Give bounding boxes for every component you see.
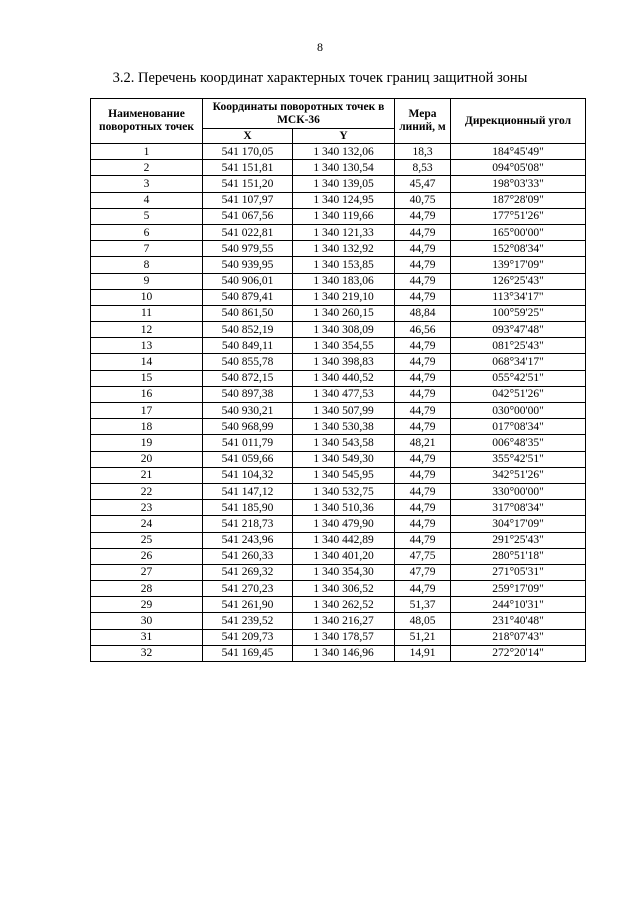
line-measure-cell: 47,79: [395, 564, 451, 580]
coord-x-cell: 541 151,20: [203, 176, 293, 192]
table-row: [91, 208, 586, 224]
coord-y-cell: 1 340 398,83: [293, 354, 395, 370]
coord-x-cell: 541 169,45: [203, 645, 293, 661]
direction-angle-cell: 355°42'51": [451, 451, 586, 467]
coord-x-cell: 541 260,33: [203, 548, 293, 564]
direction-angle-cell: 100°59'25": [451, 305, 586, 321]
point-number-cell: 19: [91, 435, 203, 451]
line-measure-cell: 44,79: [395, 241, 451, 257]
header-measure: Мера линий, м: [395, 99, 451, 144]
direction-angle-cell: 042°51'26": [451, 386, 586, 402]
line-measure-cell: 44,79: [395, 273, 451, 289]
coord-y-cell: 1 340 543,58: [293, 435, 395, 451]
coord-x-cell: 540 872,15: [203, 370, 293, 386]
point-number-cell: 2: [91, 160, 203, 176]
point-number-cell: 6: [91, 224, 203, 240]
table-row: [91, 192, 586, 208]
table-row: [91, 289, 586, 305]
point-number-cell: 11: [91, 305, 203, 321]
direction-angle-cell: 259°17'09": [451, 581, 586, 597]
direction-angle-cell: 317°08'34": [451, 500, 586, 516]
point-number-cell: 7: [91, 241, 203, 257]
table-row: [91, 451, 586, 467]
line-measure-cell: 44,79: [395, 403, 451, 419]
coord-y-cell: 1 340 260,15: [293, 305, 395, 321]
point-number-cell: 3: [91, 176, 203, 192]
coord-x-cell: 540 968,99: [203, 419, 293, 435]
direction-angle-cell: 330°00'00": [451, 483, 586, 499]
coord-y-cell: 1 340 510,36: [293, 500, 395, 516]
line-measure-cell: 44,79: [395, 208, 451, 224]
table-row: [91, 273, 586, 289]
coord-y-cell: 1 340 308,09: [293, 322, 395, 338]
point-number-cell: 18: [91, 419, 203, 435]
coord-x-cell: 541 067,56: [203, 208, 293, 224]
direction-angle-cell: 291°25'43": [451, 532, 586, 548]
coord-y-cell: 1 340 216,27: [293, 613, 395, 629]
line-measure-cell: 40,75: [395, 192, 451, 208]
coord-x-cell: 540 861,50: [203, 305, 293, 321]
line-measure-cell: 44,79: [395, 338, 451, 354]
line-measure-cell: 44,79: [395, 386, 451, 402]
point-number-cell: 32: [91, 645, 203, 661]
coord-x-cell: 540 906,01: [203, 273, 293, 289]
table-body: [91, 144, 586, 662]
point-number-cell: 13: [91, 338, 203, 354]
header-point-name: Наименование поворотных точек: [91, 99, 203, 144]
point-number-cell: 20: [91, 451, 203, 467]
coord-x-cell: 541 107,97: [203, 192, 293, 208]
direction-angle-cell: 198°03'33": [451, 176, 586, 192]
table-row: [91, 305, 586, 321]
coord-x-cell: 541 147,12: [203, 483, 293, 499]
table-row: [91, 564, 586, 580]
header-row: [91, 99, 586, 129]
line-measure-cell: 44,79: [395, 370, 451, 386]
table-row: [91, 500, 586, 516]
coord-x-cell: 540 897,38: [203, 386, 293, 402]
line-measure-cell: 44,79: [395, 419, 451, 435]
coord-y-cell: 1 340 130,54: [293, 160, 395, 176]
coord-x-cell: 541 151,81: [203, 160, 293, 176]
point-number-cell: 30: [91, 613, 203, 629]
table-row: [91, 483, 586, 499]
coord-y-cell: 1 340 153,85: [293, 257, 395, 273]
coord-y-cell: 1 340 477,53: [293, 386, 395, 402]
table-row: [91, 516, 586, 532]
line-measure-cell: 44,79: [395, 500, 451, 516]
coord-x-cell: 541 270,23: [203, 581, 293, 597]
table-row: [91, 613, 586, 629]
coord-y-cell: 1 340 183,06: [293, 273, 395, 289]
table-row: [91, 176, 586, 192]
point-number-cell: 31: [91, 629, 203, 645]
coord-y-cell: 1 340 401,20: [293, 548, 395, 564]
point-number-cell: 23: [91, 500, 203, 516]
line-measure-cell: 44,79: [395, 451, 451, 467]
coord-y-cell: 1 340 306,52: [293, 581, 395, 597]
table-row: [91, 597, 586, 613]
point-number-cell: 10: [91, 289, 203, 305]
line-measure-cell: 44,79: [395, 289, 451, 305]
line-measure-cell: 44,79: [395, 483, 451, 499]
direction-angle-cell: 231°40'48": [451, 613, 586, 629]
line-measure-cell: 45,47: [395, 176, 451, 192]
direction-angle-cell: 081°25'43": [451, 338, 586, 354]
coord-y-cell: 1 340 479,90: [293, 516, 395, 532]
coord-y-cell: 1 340 354,30: [293, 564, 395, 580]
table-row: [91, 581, 586, 597]
coord-y-cell: 1 340 262,52: [293, 597, 395, 613]
direction-angle-cell: 244°10'31": [451, 597, 586, 613]
line-measure-cell: 44,79: [395, 467, 451, 483]
direction-angle-cell: 272°20'14": [451, 645, 586, 661]
point-number-cell: 15: [91, 370, 203, 386]
point-number-cell: 17: [91, 403, 203, 419]
point-number-cell: 21: [91, 467, 203, 483]
point-number-cell: 8: [91, 257, 203, 273]
point-number-cell: 1: [91, 144, 203, 160]
table-row: [91, 354, 586, 370]
coord-x-cell: 541 209,73: [203, 629, 293, 645]
direction-angle-cell: 006°48'35": [451, 435, 586, 451]
direction-angle-cell: 165°00'00": [451, 224, 586, 240]
point-number-cell: 22: [91, 483, 203, 499]
coord-y-cell: 1 340 121,33: [293, 224, 395, 240]
line-measure-cell: 18,3: [395, 144, 451, 160]
table-row: [91, 144, 586, 160]
line-measure-cell: 48,21: [395, 435, 451, 451]
line-measure-cell: 48,05: [395, 613, 451, 629]
line-measure-cell: 47,75: [395, 548, 451, 564]
coord-y-cell: 1 340 549,30: [293, 451, 395, 467]
coord-x-cell: 540 855,78: [203, 354, 293, 370]
direction-angle-cell: 152°08'34": [451, 241, 586, 257]
table-row: [91, 548, 586, 564]
coord-y-cell: 1 340 507,99: [293, 403, 395, 419]
line-measure-cell: 14,91: [395, 645, 451, 661]
direction-angle-cell: 218°07'43": [451, 629, 586, 645]
header-angle: Дирекционный угол: [451, 99, 586, 144]
direction-angle-cell: 184°45'49": [451, 144, 586, 160]
point-number-cell: 26: [91, 548, 203, 564]
coord-x-cell: 540 979,55: [203, 241, 293, 257]
direction-angle-cell: 068°34'17": [451, 354, 586, 370]
table-row: [91, 629, 586, 645]
table-row: [91, 370, 586, 386]
coord-x-cell: 541 269,32: [203, 564, 293, 580]
table-row: [91, 241, 586, 257]
coord-x-cell: 541 261,90: [203, 597, 293, 613]
direction-angle-cell: 177°51'26": [451, 208, 586, 224]
direction-angle-cell: 113°34'17": [451, 289, 586, 305]
coord-y-cell: 1 340 530,38: [293, 419, 395, 435]
line-measure-cell: 44,79: [395, 516, 451, 532]
point-number-cell: 9: [91, 273, 203, 289]
coord-y-cell: 1 340 132,92: [293, 241, 395, 257]
direction-angle-cell: 342°51'26": [451, 467, 586, 483]
direction-angle-cell: 017°08'34": [451, 419, 586, 435]
direction-angle-cell: 093°47'48": [451, 322, 586, 338]
direction-angle-cell: 304°17'09": [451, 516, 586, 532]
coord-x-cell: 540 930,21: [203, 403, 293, 419]
coord-x-cell: 541 218,73: [203, 516, 293, 532]
coord-y-cell: 1 340 139,05: [293, 176, 395, 192]
point-number-cell: 29: [91, 597, 203, 613]
line-measure-cell: 48,84: [395, 305, 451, 321]
table-row: [91, 160, 586, 176]
coordinates-table: [90, 98, 586, 662]
coord-x-cell: 541 011,79: [203, 435, 293, 451]
table-row: [91, 645, 586, 661]
direction-angle-cell: 139°17'09": [451, 257, 586, 273]
point-number-cell: 5: [91, 208, 203, 224]
direction-angle-cell: 094°05'08": [451, 160, 586, 176]
line-measure-cell: 44,79: [395, 581, 451, 597]
table-row: [91, 419, 586, 435]
line-measure-cell: 44,79: [395, 224, 451, 240]
coord-y-cell: 1 340 119,66: [293, 208, 395, 224]
coord-x-cell: 541 243,96: [203, 532, 293, 548]
coord-x-cell: 541 059,66: [203, 451, 293, 467]
table-row: [91, 322, 586, 338]
table-row: [91, 257, 586, 273]
direction-angle-cell: 271°05'31": [451, 564, 586, 580]
coord-x-cell: 540 939,95: [203, 257, 293, 273]
line-measure-cell: 44,79: [395, 257, 451, 273]
header-coordinates: Координаты поворотных точек в МСК-36: [203, 99, 395, 129]
coord-y-cell: 1 340 440,52: [293, 370, 395, 386]
table-row: [91, 435, 586, 451]
direction-angle-cell: 030°00'00": [451, 403, 586, 419]
coord-x-cell: 541 022,81: [203, 224, 293, 240]
table-row: [91, 224, 586, 240]
coord-y-cell: 1 340 354,55: [293, 338, 395, 354]
table-row: [91, 338, 586, 354]
coord-y-cell: 1 340 132,06: [293, 144, 395, 160]
coord-x-cell: 541 170,05: [203, 144, 293, 160]
point-number-cell: 4: [91, 192, 203, 208]
header-x: X: [203, 129, 293, 144]
point-number-cell: 25: [91, 532, 203, 548]
point-number-cell: 27: [91, 564, 203, 580]
line-measure-cell: 51,21: [395, 629, 451, 645]
page-number: 8: [317, 40, 323, 54]
coord-x-cell: 540 852,19: [203, 322, 293, 338]
direction-angle-cell: 280°51'18": [451, 548, 586, 564]
table-header: [91, 99, 586, 144]
table-row: [91, 403, 586, 419]
line-measure-cell: 44,79: [395, 354, 451, 370]
table-row: [91, 532, 586, 548]
direction-angle-cell: 126°25'43": [451, 273, 586, 289]
coord-x-cell: 541 185,90: [203, 500, 293, 516]
coord-x-cell: 540 879,41: [203, 289, 293, 305]
coord-y-cell: 1 340 545,95: [293, 467, 395, 483]
header-y: Y: [293, 129, 395, 144]
point-number-cell: 28: [91, 581, 203, 597]
table-row: [91, 467, 586, 483]
point-number-cell: 24: [91, 516, 203, 532]
coord-x-cell: 541 104,32: [203, 467, 293, 483]
coord-x-cell: 540 849,11: [203, 338, 293, 354]
coord-y-cell: 1 340 146,96: [293, 645, 395, 661]
coord-y-cell: 1 340 178,57: [293, 629, 395, 645]
line-measure-cell: 46,56: [395, 322, 451, 338]
line-measure-cell: 44,79: [395, 532, 451, 548]
coord-y-cell: 1 340 124,95: [293, 192, 395, 208]
direction-angle-cell: 055°42'51": [451, 370, 586, 386]
point-number-cell: 16: [91, 386, 203, 402]
point-number-cell: 14: [91, 354, 203, 370]
table-row: [91, 386, 586, 402]
coord-x-cell: 541 239,52: [203, 613, 293, 629]
point-number-cell: 12: [91, 322, 203, 338]
line-measure-cell: 51,37: [395, 597, 451, 613]
section-title: 3.2. Перечень координат характерных точек границ защитной зоны: [112, 70, 528, 86]
coord-y-cell: 1 340 532,75: [293, 483, 395, 499]
line-measure-cell: 8,53: [395, 160, 451, 176]
coord-y-cell: 1 340 442,89: [293, 532, 395, 548]
direction-angle-cell: 187°28'09": [451, 192, 586, 208]
coord-y-cell: 1 340 219,10: [293, 289, 395, 305]
